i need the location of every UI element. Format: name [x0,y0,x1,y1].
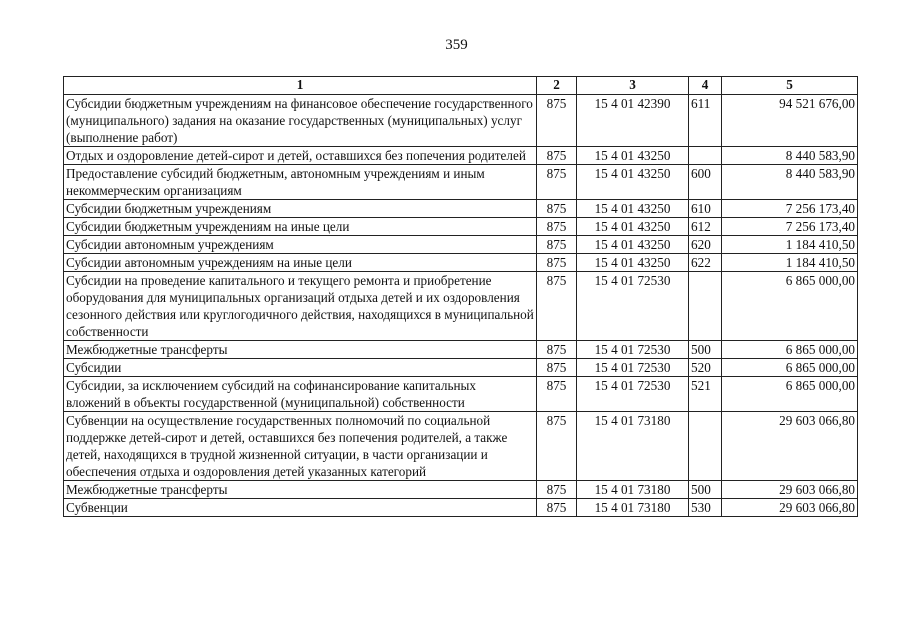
row-expense-type: 600 [689,165,722,200]
row-ministry-code: 875 [537,165,577,200]
row-name: Межбюджетные трансферты [64,481,537,499]
row-ministry-code: 875 [537,200,577,218]
table-row [64,341,858,359]
row-target-article: 15 4 01 43250 [577,254,689,272]
row-amount: 6 865 000,00 [722,272,858,341]
row-target-article: 15 4 01 72530 [577,359,689,377]
row-expense-type: 530 [689,499,722,517]
row-amount: 7 256 173,40 [722,218,858,236]
row-expense-type: 521 [689,377,722,412]
row-name: Субсидии бюджетным учреждениям на финансовое обеспечение государственного (муниципального) задания на оказание государственных (муниципальных) услуг (выполнение работ) [64,95,537,147]
row-expense-type [689,412,722,481]
table-row [64,377,858,412]
header-col-5: 5 [722,77,858,95]
row-target-article: 15 4 01 72530 [577,377,689,412]
table-row [64,236,858,254]
row-amount: 94 521 676,00 [722,95,858,147]
budget-table [63,76,858,517]
table-row [64,147,858,165]
row-name: Субсидии бюджетным учреждениям на иные цели [64,218,537,236]
row-name: Субсидии автономным учреждениям на иные цели [64,254,537,272]
row-name: Субсидии на проведение капитального и текущего ремонта и приобретение оборудования для муниципальных организаций отдыха детей и их оздоровления сезонного действия или круглогодичного действия, находящихся в муниципальной собственности [64,272,537,341]
row-ministry-code: 875 [537,359,577,377]
row-expense-type [689,272,722,341]
table-row [64,218,858,236]
row-ministry-code: 875 [537,147,577,165]
row-name: Субвенции [64,499,537,517]
row-expense-type: 500 [689,481,722,499]
row-target-article: 15 4 01 73180 [577,481,689,499]
table-row [64,95,858,147]
row-expense-type: 622 [689,254,722,272]
row-target-article: 15 4 01 43250 [577,165,689,200]
row-name: Субсидии [64,359,537,377]
row-expense-type: 500 [689,341,722,359]
row-amount: 29 603 066,80 [722,412,858,481]
row-amount: 8 440 583,90 [722,147,858,165]
row-ministry-code: 875 [537,236,577,254]
row-target-article: 15 4 01 43250 [577,218,689,236]
table-row [64,481,858,499]
header-col-4: 4 [689,77,722,95]
row-target-article: 15 4 01 43250 [577,147,689,165]
row-target-article: 15 4 01 42390 [577,95,689,147]
row-ministry-code: 875 [537,218,577,236]
row-amount: 6 865 000,00 [722,341,858,359]
table-row [64,359,858,377]
table-header-row [64,77,858,95]
row-name: Межбюджетные трансферты [64,341,537,359]
row-amount: 29 603 066,80 [722,499,858,517]
row-ministry-code: 875 [537,481,577,499]
row-name: Субсидии бюджетным учреждениям [64,200,537,218]
row-amount: 29 603 066,80 [722,481,858,499]
table-row [64,412,858,481]
row-ministry-code: 875 [537,254,577,272]
header-col-3: 3 [577,77,689,95]
row-target-article: 15 4 01 72530 [577,341,689,359]
table-row [64,165,858,200]
table-row [64,272,858,341]
row-target-article: 15 4 01 72530 [577,272,689,341]
row-ministry-code: 875 [537,95,577,147]
row-amount: 7 256 173,40 [722,200,858,218]
row-amount: 6 865 000,00 [722,359,858,377]
row-amount: 1 184 410,50 [722,236,858,254]
row-ministry-code: 875 [537,272,577,341]
table-row [64,254,858,272]
row-expense-type: 520 [689,359,722,377]
row-ministry-code: 875 [537,341,577,359]
row-expense-type: 611 [689,95,722,147]
row-target-article: 15 4 01 43250 [577,236,689,254]
header-col-2: 2 [537,77,577,95]
table-row [64,200,858,218]
row-target-article: 15 4 01 43250 [577,200,689,218]
row-ministry-code: 875 [537,499,577,517]
row-name: Отдых и оздоровление детей-сирот и детей, оставшихся без попечения родителей [64,147,537,165]
row-expense-type [689,147,722,165]
row-amount: 6 865 000,00 [722,377,858,412]
row-target-article: 15 4 01 73180 [577,412,689,481]
row-expense-type: 620 [689,236,722,254]
row-name: Субсидии, за исключением субсидий на софинансирование капитальных вложений в объекты государственной (муниципальной) собственности [64,377,537,412]
row-amount: 1 184 410,50 [722,254,858,272]
header-col-1: 1 [64,77,537,95]
row-target-article: 15 4 01 73180 [577,499,689,517]
row-expense-type: 612 [689,218,722,236]
row-expense-type: 610 [689,200,722,218]
row-amount: 8 440 583,90 [722,165,858,200]
table-row [64,499,858,517]
page-number: 359 [445,37,468,53]
row-name: Предоставление субсидий бюджетным, автономным учреждениям и иным некоммерческим организациям [64,165,537,200]
row-ministry-code: 875 [537,412,577,481]
row-name: Субвенции на осуществление государственных полномочий по социальной поддержке детей-сирот и детей, оставшихся без попечения родителей, а также детей, находящихся в трудной жизненной ситуации, в части организации и обеспечения отдыха и оздоровления детей указанных категорий [64,412,537,481]
row-ministry-code: 875 [537,377,577,412]
row-name: Субсидии автономным учреждениям [64,236,537,254]
